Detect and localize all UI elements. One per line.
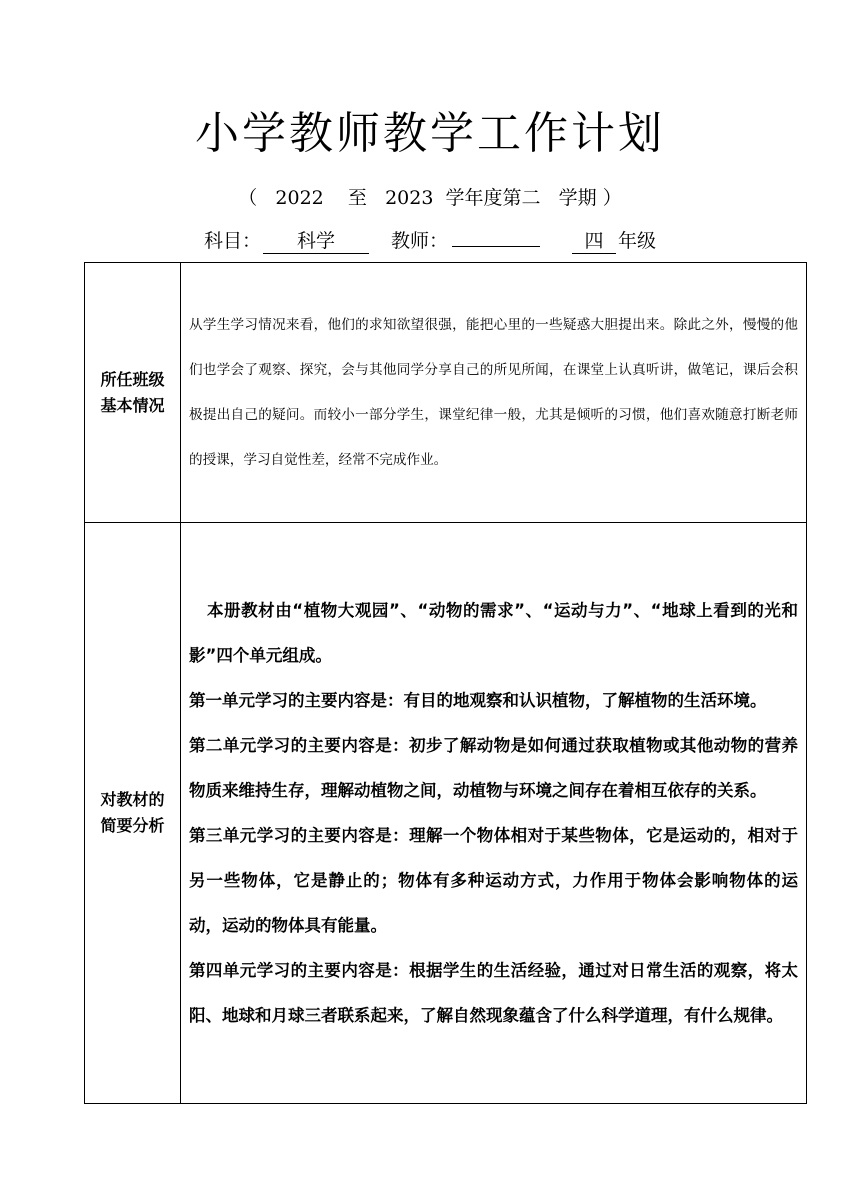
analysis-paragraph: 第一单元学习的主要内容是：有目的地观察和认识植物，了解植物的生活环境。 — [189, 691, 767, 710]
class-situation-label — [85, 263, 181, 523]
label-line: 所任班级 — [100, 369, 165, 389]
grade-label: 年级 — [618, 230, 657, 252]
close-paren: ） — [602, 187, 622, 209]
teacher-field[interactable] — [452, 246, 540, 247]
open-paren: （ — [238, 187, 258, 209]
textbook-analysis-label — [85, 523, 181, 1104]
semester-word: 学期 — [558, 187, 597, 209]
plan-table — [84, 262, 807, 1104]
class-situation-content: 从学生学习情况来看，他们的求知欲望很强，能把心里的一些疑惑大胆提出来。除此之外，慢慢的他们也学会了观察、探究，会与其他同学分享自己的所见所闻，在课堂上认真听讲，做笔记，课后会积极提出自己的疑问。而较小一部分学生，课堂纪律一般，尤其是倾听的习惯，他们喜欢随意打断老师的授课，学习自觉性差，经常不完成作业。 — [181, 263, 807, 523]
analysis-paragraph: 第四单元学习的主要内容是：根据学生的生活经验，通过对日常生活的观察，将太阳、地球和月球三者联系起来，了解自然现象蕴含了什么科学道理，有什么规律。 — [189, 961, 798, 1025]
analysis-paragraph: 本册教材由“植物大观园”、“动物的需求”、“运动与力”、“地球上看到的光和影”四个单元组成。 — [189, 601, 798, 665]
start-year: 2022 — [275, 187, 324, 209]
textbook-analysis-row — [85, 523, 807, 1104]
teacher-label: 教师： — [390, 230, 448, 252]
label-line: 基本情况 — [100, 395, 165, 415]
year-suffix: 学年度第二 — [445, 187, 541, 209]
textbook-analysis-content — [181, 523, 807, 1104]
to-word: 至 — [347, 187, 367, 209]
analysis-paragraph: 第二单元学习的主要内容是：初步了解动物是如何通过获取植物或其他动物的营养物质来维持生存，理解动植物之间，动植物与环境之间存在着相互依存的关系。 — [189, 736, 798, 800]
analysis-paragraph: 第三单元学习的主要内容是：理解一个物体相对于某些物体，它是运动的，相对于另一些物体，它是静止的；物体有多种运动方式，力作用于物体会影响物体的运动，运动的物体具有能量。 — [189, 826, 798, 935]
info-line — [0, 227, 860, 255]
label-line: 对教材的 — [100, 790, 165, 809]
school-year-line — [0, 184, 860, 212]
end-year: 2023 — [385, 187, 434, 209]
subject-field[interactable]: 科学 — [263, 229, 369, 254]
grade-field[interactable]: 四 — [572, 229, 616, 254]
subject-label: 科目： — [203, 230, 261, 252]
label-line: 简要分析 — [100, 816, 165, 835]
page-title: 小学教师教学工作计划 — [195, 108, 665, 159]
class-situation-row — [85, 263, 807, 523]
